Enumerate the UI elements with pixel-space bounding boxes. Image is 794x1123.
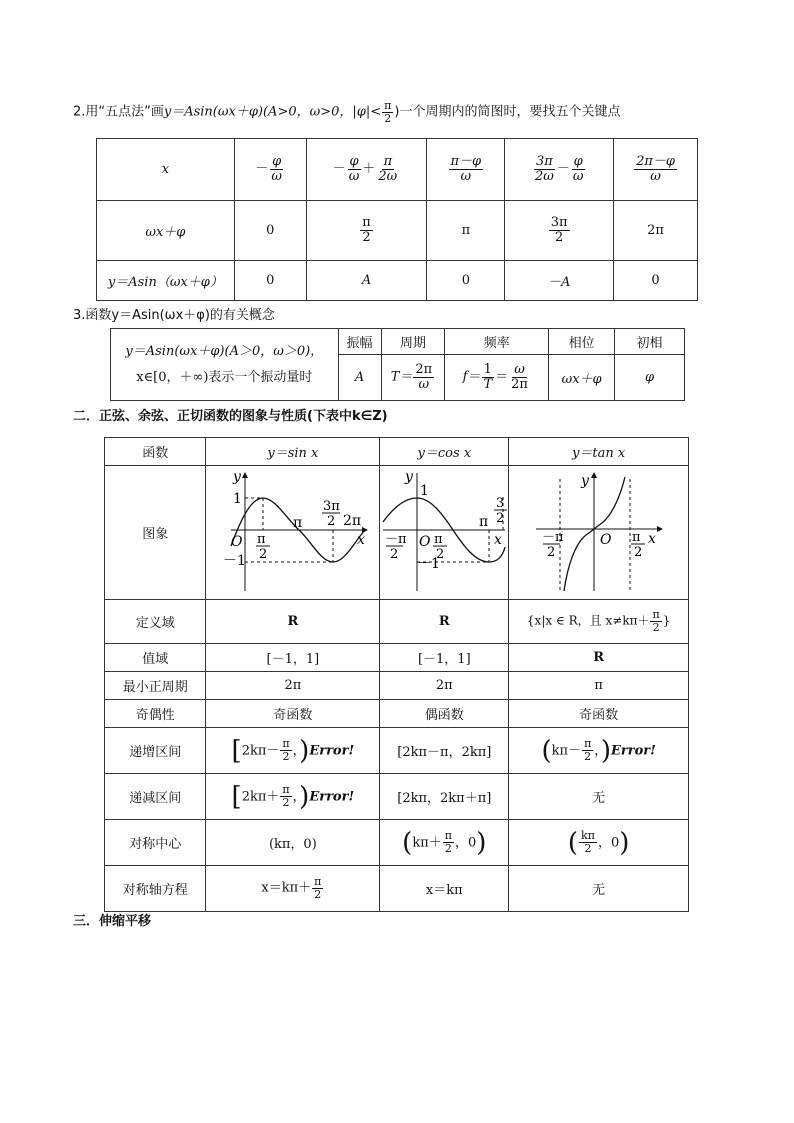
cos-parity: 偶函数 [380, 700, 509, 728]
error-text: Error! [309, 743, 355, 758]
sin-graph [213, 467, 373, 595]
cos-pi-label: π [479, 513, 489, 530]
sin-axis: x＝kπ＋ $\frac{\pi}{2}$ [206, 866, 380, 912]
phase-cell-3: π [427, 201, 505, 261]
cos-graph-cell [380, 466, 509, 600]
initial-phase-value: φ [615, 355, 685, 401]
y-cell-3: 0 [427, 261, 505, 301]
tan-neg-pi-half-n: －π [541, 529, 564, 545]
oscillation-description: y＝Asin(ωx＋φ)(A＞0，ω＞0)， x∈[0，＋∞)表示一个振动量时 [111, 329, 339, 401]
phase-cell-1: 0 [234, 201, 306, 261]
tan-y-label: y [580, 472, 589, 489]
tan-center: ( $\frac{k\pi}{2}$ ，0) [509, 820, 689, 866]
tan-neg-pi-half-d: 2 [546, 544, 555, 560]
tan-decreasing: 无 [509, 774, 689, 820]
sin-range: [－1，1] [206, 644, 380, 672]
header-period: 周期 [381, 329, 445, 355]
sin-three-pi-d: 2 [326, 513, 336, 529]
header-initial-phase: 初相 [615, 329, 685, 355]
sin-pi-half-n: π [256, 531, 266, 547]
period-value: T＝ $\frac{2\pi}{\omega}$ [381, 355, 445, 401]
sin-decreasing: [2kπ＋ $\frac{\pi}{2}$ ，)Error! [206, 774, 380, 820]
row-label-parity: 奇偶性 [105, 700, 206, 728]
sin-two-pi-label: 2π [342, 512, 361, 529]
phase-cell-2: $\frac{\pi}{2}$ [306, 201, 427, 261]
x-cell-3: $\frac{\pi-\varphi}{\omega}$ [427, 139, 505, 201]
section3-title: 3.函数y＝Asin(ωx＋φ)的有关概念 [73, 308, 275, 323]
cos-three-n: 3 [496, 495, 505, 511]
y-cell-1: 0 [234, 261, 306, 301]
sin-domain: R [206, 600, 380, 644]
cos-three-d: 2 [496, 510, 505, 526]
sin-pi-label: π [292, 514, 303, 531]
cos-range: [－1，1] [380, 644, 509, 672]
tan-period: π [509, 672, 689, 700]
tan-graph [534, 467, 664, 595]
sin-period: 2π [206, 672, 380, 700]
section-er-title: 二．正弦、余弦、正切函数的图象与性质(下表中k∈Z) [73, 409, 388, 424]
sin-x-label: x [356, 531, 365, 548]
cos-x-label: x [494, 531, 503, 548]
oscillation-table [110, 328, 685, 401]
sin-neg-one-label: －1 [222, 552, 246, 569]
tan-pi-half-d: 2 [633, 544, 642, 560]
cos-pi-half-n: π [434, 531, 443, 547]
sin-center: (kπ，0) [206, 820, 380, 866]
tan-domain: {x|x ∈ R，且 x≠kπ＋ $\frac{\pi}{2}$ } [509, 600, 689, 644]
five-point-table [96, 138, 698, 301]
sin-three-pi-n: 3π [322, 498, 340, 514]
frequency-value: f＝ $\frac{1}{T}$ ＝ $\frac{\omega}{2\pi}$ [445, 355, 549, 401]
row-label-range: 值域 [105, 644, 206, 672]
row-label-phase: ωx＋φ [97, 201, 235, 261]
trig-properties-table [104, 437, 689, 912]
cos-origin-label: O [419, 533, 431, 550]
row-label-increasing: 递增区间 [105, 728, 206, 774]
x-cell-5: $\frac{2\pi-\varphi}{\omega}$ [614, 139, 698, 201]
row-label-period: 最小正周期 [105, 672, 206, 700]
cos-pi-half-d: 2 [436, 546, 445, 562]
row-label-x: x [97, 139, 235, 201]
sin-y-label: y [232, 468, 241, 485]
cos-neg-one-label: －1 [417, 555, 441, 572]
x-cell-4: $\frac{3\pi}{2\omega}$ － $\frac{\varphi}{\omega}$ [505, 139, 614, 201]
cos-period: 2π [380, 672, 509, 700]
header-amplitude: 振幅 [338, 329, 381, 355]
x-cell-1: － $\frac{\varphi}{\omega}$ [234, 139, 306, 201]
phase-value: ωx＋φ [549, 355, 615, 401]
sin-increasing: [2kπ－ $\frac{\pi}{2}$ ，)Error! [206, 728, 380, 774]
row-label-y: y＝Asin（ωx＋φ） [97, 261, 235, 301]
y-cell-2: A [306, 261, 427, 301]
tan-graph-cell [509, 466, 689, 600]
y-cell-5: 0 [614, 261, 698, 301]
sin-origin-label: O [230, 533, 243, 550]
row-label-graph: 图象 [105, 466, 206, 600]
row-label-domain: 定义域 [105, 600, 206, 644]
cos-graph [381, 467, 507, 595]
sin-pi-half-d: 2 [258, 546, 268, 562]
cos-neg-pi-half-n: －π [385, 531, 407, 547]
cos-increasing: [2kπ－π，2kπ] [380, 728, 509, 774]
row-label-axis: 对称轴方程 [105, 866, 206, 912]
error-text: Error! [610, 743, 656, 758]
y-cell-4: －A [505, 261, 614, 301]
sin-one-label: 1 [232, 490, 242, 507]
cos-one-label: 1 [420, 482, 430, 499]
tan-axis: 无 [509, 866, 689, 912]
section2-title: 2.用“五点法”画y＝Asin(ωx＋φ)(A>0，ω>0，|φ|< $\frac{\pi}{2}$ )一个周期内的简图时，要找五个关键点 [73, 99, 621, 125]
header-sin: y＝sin x [206, 438, 380, 466]
header-phase: 相位 [549, 329, 615, 355]
cos-domain: R [380, 600, 509, 644]
row-label-center: 对称中心 [105, 820, 206, 866]
x-cell-2: － $\frac{\varphi}{\omega}$ ＋ $\frac{\pi}{2\omega}$ [306, 139, 427, 201]
sin-parity: 奇函数 [206, 700, 380, 728]
header-frequency: 频率 [445, 329, 549, 355]
amplitude-value: A [338, 355, 381, 401]
tan-origin-label: O [599, 531, 612, 548]
row-label-decreasing: 递减区间 [105, 774, 206, 820]
phase-cell-5: 2π [614, 201, 698, 261]
tan-x-label: x [647, 530, 656, 547]
cos-decreasing: [2kπ，2kπ＋π] [380, 774, 509, 820]
sin-graph-cell [206, 466, 380, 600]
phase-cell-4: $\frac{3\pi}{2}$ [505, 201, 614, 261]
tan-increasing: (kπ－ $\frac{\pi}{2}$ ，)Error! [509, 728, 689, 774]
cos-neg-pi-half-d: 2 [390, 546, 399, 562]
tan-range: R [509, 644, 689, 672]
cos-y-label: y [405, 468, 414, 485]
tan-pi-half-n: π [631, 529, 641, 545]
section-san-title: 三．伸缩平移 [73, 914, 152, 929]
cos-axis: x＝kπ [380, 866, 509, 912]
tan-parity: 奇函数 [509, 700, 689, 728]
header-cos: y＝cos x [380, 438, 509, 466]
cos-center: (kπ＋ $\frac{\pi}{2}$ ，0) [380, 820, 509, 866]
header-function: 函数 [105, 438, 206, 466]
header-tan: y＝tan x [509, 438, 689, 466]
error-text: Error! [309, 789, 355, 804]
